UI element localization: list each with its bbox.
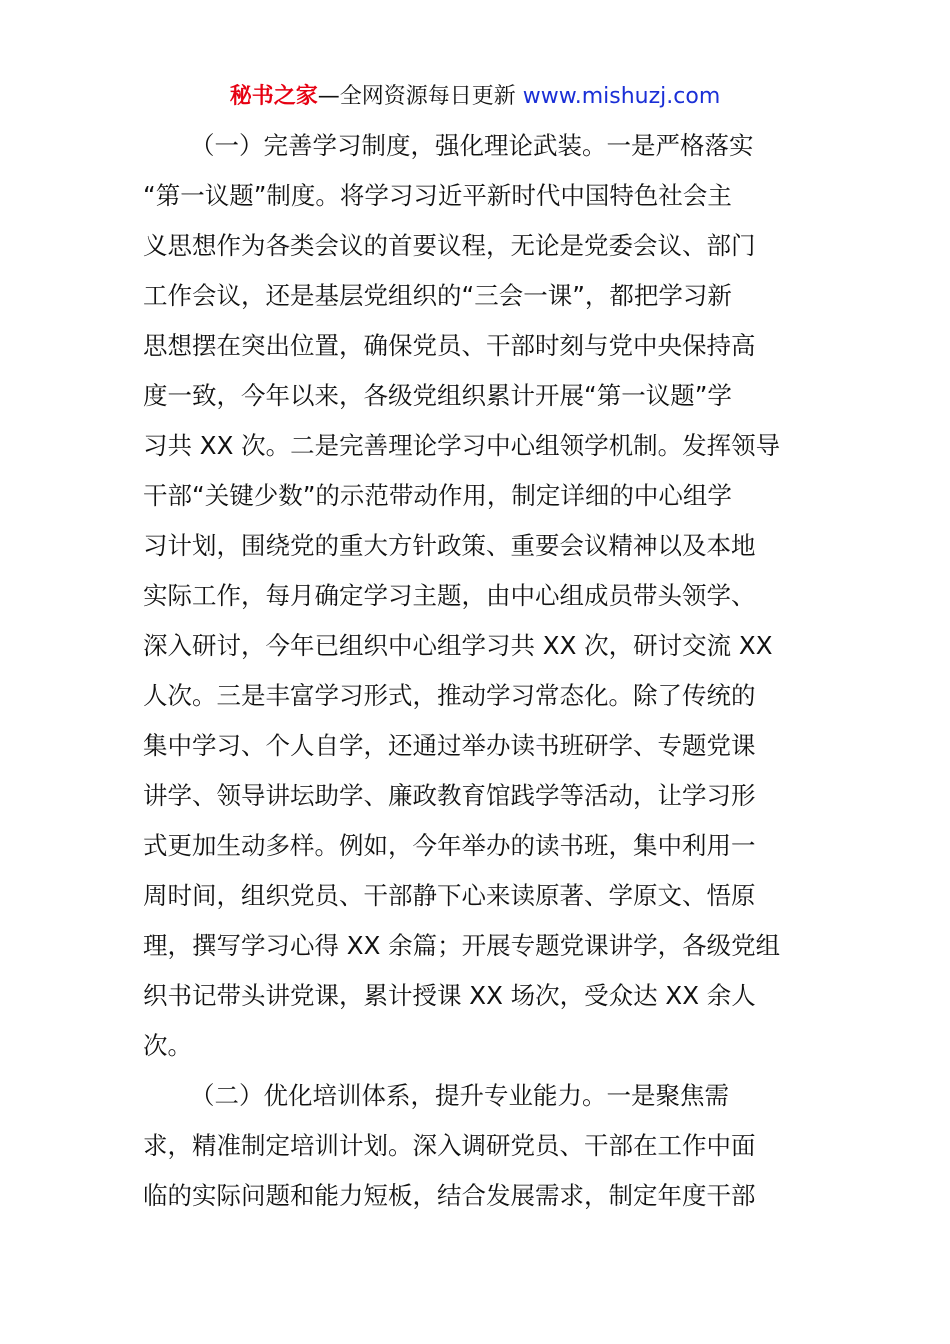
- paragraph-1-line-17: 理，撰写学习心得 XX 余篇；开展专题党课讲学，各级党组: [143, 931, 781, 960]
- site-tagline: —全网资源每日更新: [317, 84, 516, 109]
- paragraph-1-line-7: 习共 XX 次。二是完善理论学习中心组领学机制。发挥领导: [143, 431, 781, 460]
- paragraph-2-line-3: 临的实际问题和能力短板，结合发展需求，制定年度干部: [143, 1181, 756, 1210]
- site-header: [0, 80, 950, 114]
- paragraph-2-line-2: 求，精准制定培训计划。深入调研党员、干部在工作中面: [143, 1131, 756, 1160]
- paragraph-1-line-19: 次。: [143, 1031, 192, 1060]
- paragraph-1-line-14: 讲学、领导讲坛助学、廉政教育馆践学等活动，让学习形: [143, 781, 756, 810]
- paragraph-1-line-2: “第一议题”制度。将学习习近平新时代中国特色社会主: [143, 181, 732, 210]
- paragraph-1-line-4: 工作会议，还是基层党组织的“三会一课”，都把学习新: [143, 281, 732, 310]
- paragraph-1-line-12: 人次。三是丰富学习形式，推动学习常态化。除了传统的: [143, 681, 756, 710]
- paragraph-1-line-11: 深入研讨，今年已组织中心组学习共 XX 次，研讨交流 XX: [143, 631, 773, 660]
- paragraph-1-line-1: （一）完善学习制度，强化理论武装。一是严格落实: [190, 131, 754, 160]
- paragraph-2-line-1: （二）优化培训体系，提升专业能力。一是聚焦需: [190, 1081, 729, 1110]
- paragraph-1-line-13: 集中学习、个人自学，还通过举办读书班研学、专题党课: [143, 731, 756, 760]
- paragraph-1-line-5: 思想摆在突出位置，确保党员、干部时刻与党中央保持高: [143, 331, 756, 360]
- paragraph-1-line-15: 式更加生动多样。例如，今年举办的读书班，集中利用一: [143, 831, 756, 860]
- paragraph-1-line-6: 度一致，今年以来，各级党组织累计开展“第一议题”学: [143, 381, 732, 410]
- document-body: [143, 121, 808, 1221]
- paragraph-1-line-10: 实际工作，每月确定学习主题，由中心组成员带头领学、: [143, 581, 756, 610]
- paragraph-1-line-9: 习计划，围绕党的重大方针政策、重要会议精神以及本地: [143, 531, 756, 560]
- site-brand: 秘书之家: [229, 84, 318, 109]
- paragraph-1-line-8: 干部“关键少数”的示范带动作用，制定详细的中心组学: [143, 481, 732, 510]
- paragraph-1-line-3: 义思想作为各类会议的首要议程，无论是党委会议、部门: [143, 231, 756, 260]
- paragraph-1-line-18: 织书记带头讲党课，累计授课 XX 场次，受众达 XX 余人: [143, 981, 756, 1010]
- paragraph-1-line-16: 周时间，组织党员、干部静下心来读原著、学原文、悟原: [143, 881, 756, 910]
- site-url-link[interactable]: www.mishuzj.com: [522, 84, 721, 109]
